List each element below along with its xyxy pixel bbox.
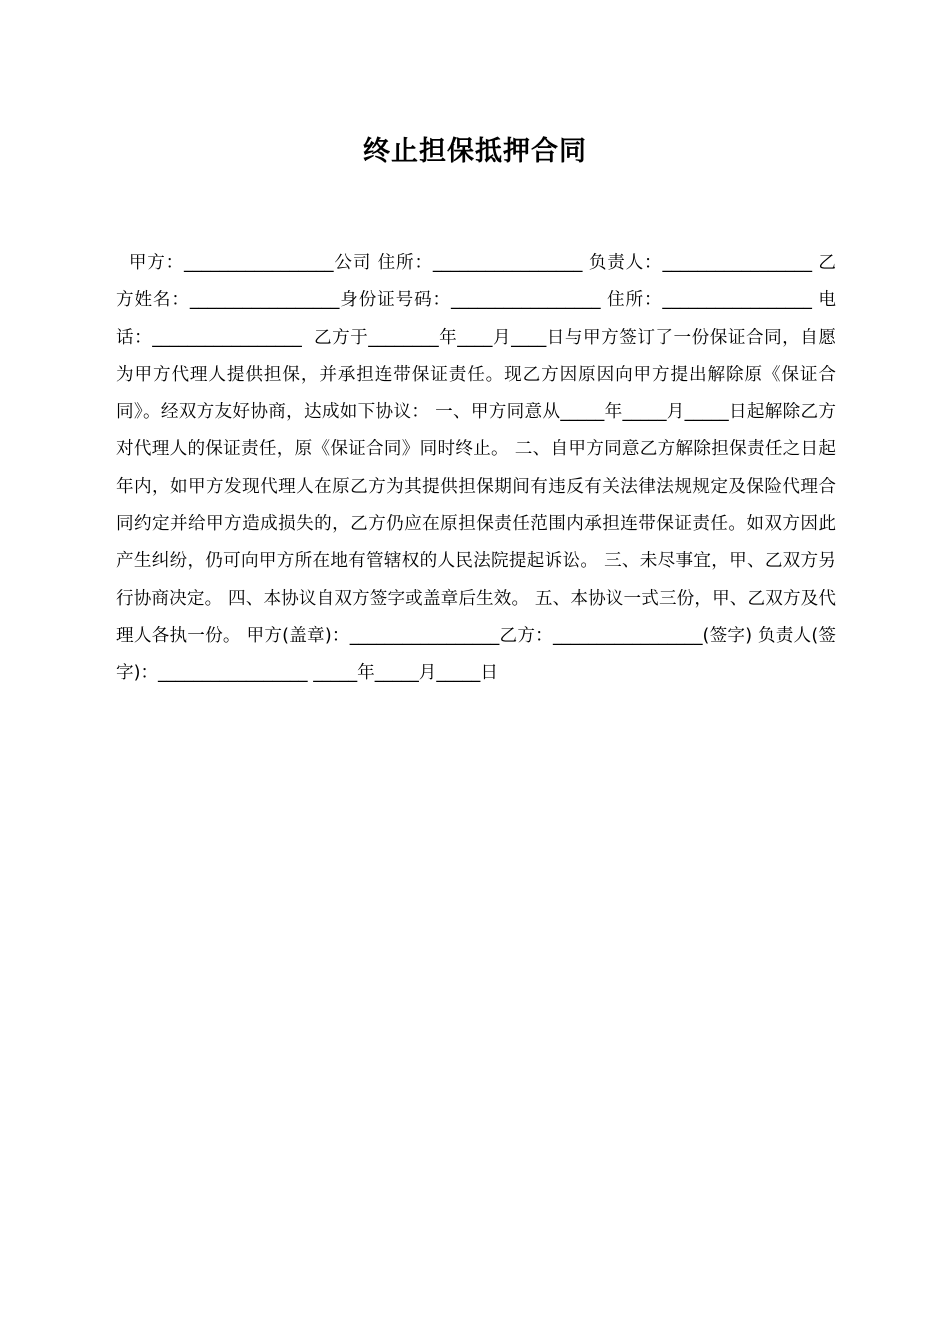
- document-body: 甲方：_________________公司 住所：_________________ 负责人：_________________ 乙方姓名：_________________身份证号码：_________________ 住所：_________________ 电话：_________________ 乙方于________年____月____日与甲方签订了一份保证合同，自愿为甲方代理人提供担保，并承担连带保证责任。现乙方因原因向甲方提出解除原《保证合同》。经双方友好协商，达成如下协议： 一、甲方同意从_____年_____月_____日起解除乙方对代理人的保证责任，原《保证合同》同时终止。 二、自甲方同意乙方解除担保责任之日起年内，如甲方发现代理人在原乙方为其提供担保期间有违反有关法律法规规定及保险代理合同约定并给甲方造成损失的，乙方仍应在原担保责任范围内承担连带保证责任。如双方因此产生纠纷，仍可向甲方所在地有管辖权的人民法院提起诉讼。 三、未尽事宜，甲、乙双方另行协商决定。 四、本协议自双方签字或盖章后生效。 五、本协议一式三份，甲、乙双方及代理人各执一份。 甲方(盖章)：_________________乙方：_________________(签字) 负责人(签字)：_________________ _____年_____月_____日: [116, 253, 837, 684]
- document-title: 终止担保抵押合同: [363, 136, 587, 167]
